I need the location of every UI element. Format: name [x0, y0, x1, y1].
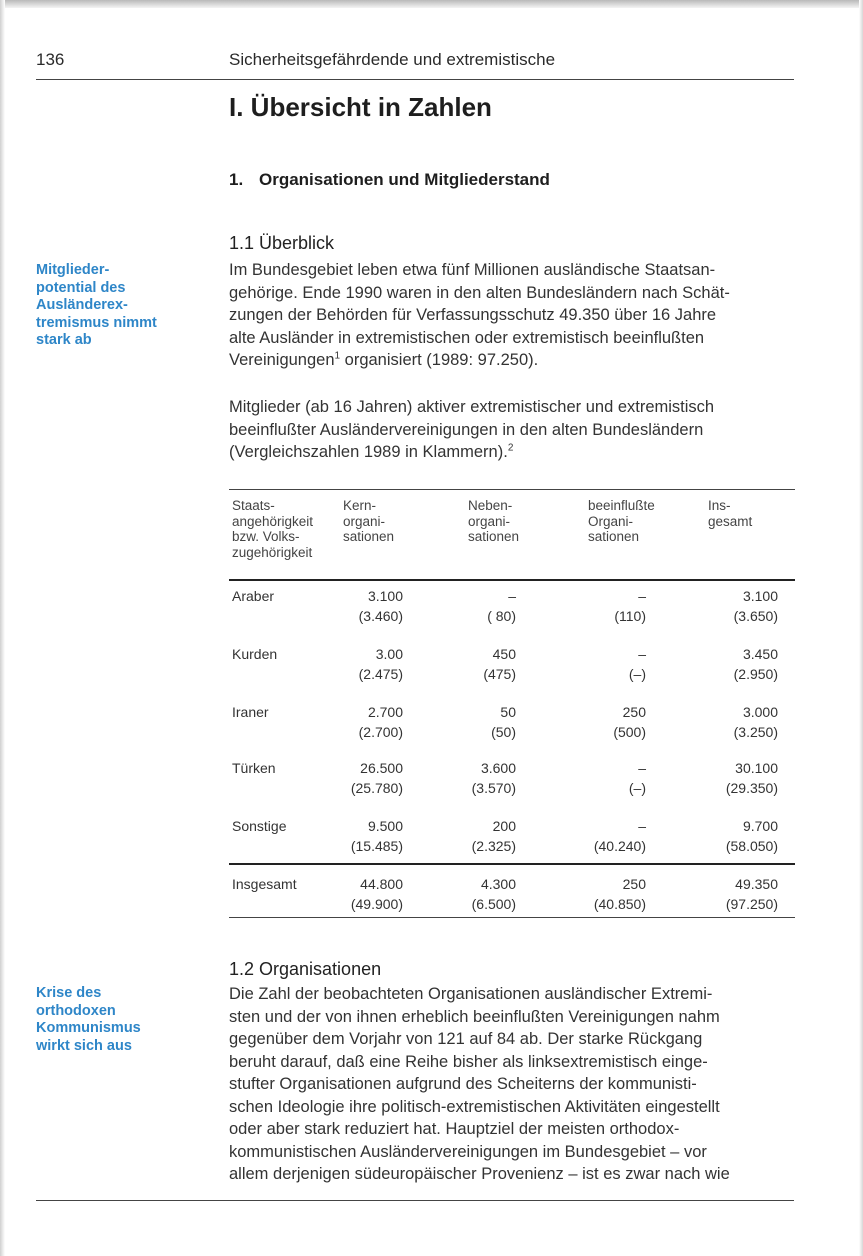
table-cell — [330, 644, 403, 684]
header-line: zugehörigkeit — [232, 544, 313, 560]
text-line: kommunistischen Ausländervereinigungen im Bundesgebiet – vor — [229, 1142, 707, 1161]
cell-value-1989: ( 80) — [487, 608, 516, 624]
table-cell-total — [580, 874, 646, 914]
cell-value: 250 — [622, 704, 646, 720]
subsection-title-1-2: 1.2 Organisationen — [229, 959, 382, 979]
cell-value: – — [638, 646, 646, 662]
cell-value: 4.300 — [480, 876, 516, 892]
text-line: allem derjenigen südeuropäischer Provenienz – ist es zwar nach wie — [229, 1165, 730, 1183]
table-cell — [700, 702, 778, 742]
table-rule-bottom — [229, 917, 795, 918]
text-line: Vereinigungen — [229, 351, 335, 369]
cell-value: 250 — [622, 876, 646, 892]
text-line: alte Ausländer in extremistischen oder extremistisch beeinflußten — [229, 328, 705, 347]
header-line: beeinflußte — [588, 498, 655, 513]
margin-note-line: Kommunismus — [36, 1020, 141, 1036]
table-cell — [330, 758, 403, 798]
cell-value: 3.100 — [742, 588, 778, 604]
text-line: zungen der Behörden für Verfassungsschutz 49.350 über 16 Jahre — [229, 306, 717, 324]
page-number: 136 — [36, 50, 65, 69]
footnote-ref: 2 — [507, 442, 514, 454]
table-cell — [700, 644, 778, 684]
cell-value-1989: (97.250) — [725, 896, 778, 912]
row-label-insgesamt: Insgesamt — [232, 876, 297, 892]
margin-note-2 — [36, 985, 196, 1055]
cell-value-1989: (2.475) — [358, 666, 403, 682]
margin-note-line: potential des — [36, 279, 126, 296]
cell-value-1989: (500) — [613, 724, 646, 740]
cell-value: 26.500 — [360, 760, 403, 776]
table-cell — [330, 702, 403, 742]
cell-value: – — [508, 588, 516, 604]
cell-value-1989: (49.900) — [350, 896, 403, 912]
cell-value: 3.450 — [742, 646, 778, 662]
cell-value: 9.500 — [367, 818, 403, 834]
cell-value-1989: (3.650) — [733, 608, 778, 624]
row-label-tuerken: Türken — [232, 760, 276, 776]
table-cell — [450, 586, 516, 626]
column-header-nationality — [232, 498, 313, 560]
text-line: Die Zahl der beobachteten Organisationen ausländischer Extremi- — [229, 985, 713, 1003]
cell-value: 50 — [500, 704, 516, 720]
text-line: Im Bundesgebiet leben etwa fünf Millionen ausländische Staatsan- — [229, 261, 716, 279]
cell-value-1989: (25.780) — [350, 780, 403, 796]
table-cell — [700, 586, 778, 626]
table-cell — [450, 644, 516, 684]
margin-note-line: Krise des — [36, 985, 102, 1001]
header-line: Organi- — [588, 513, 634, 529]
cell-value-1989: (3.250) — [733, 724, 778, 740]
section-number: 1. — [229, 170, 244, 189]
header-line: angehörigkeit — [232, 513, 314, 529]
margin-note-line: wirkt sich aus — [36, 1037, 132, 1054]
footnote-ref: 1 — [334, 350, 341, 362]
text-line: (Vergleichszahlen 1989 in Klammern). — [229, 443, 508, 461]
table-cell — [330, 586, 403, 626]
row-label-iraner: Iraner — [232, 704, 269, 720]
text-line: organisiert (1989: 97.250). — [340, 351, 539, 369]
header-line: sationen — [468, 529, 520, 544]
margin-note-line: tremismus nimmt — [36, 314, 157, 331]
cell-value-1989: (15.485) — [350, 838, 403, 854]
running-head: Sicherheitsgefährdende und extremistische — [229, 50, 556, 69]
cell-value: 200 — [492, 818, 516, 834]
cell-value: – — [638, 760, 646, 776]
table-cell — [580, 758, 646, 798]
header-line: organi- — [343, 513, 386, 529]
cell-value-1989: (–) — [628, 780, 646, 796]
cell-value: 49.350 — [735, 876, 778, 892]
table-cell — [450, 702, 516, 742]
header-line: Neben- — [468, 498, 513, 513]
page-edge-right — [859, 0, 863, 1256]
cell-value-1989: (50) — [491, 724, 516, 740]
text-line: beeinflußter Ausländervereinigungen in den alten Bundesländern — [229, 420, 704, 439]
table-cell-total — [330, 874, 403, 914]
text-line: sten und der von ihnen erheblich beeinflußten Vereinigungen nahm — [229, 1007, 720, 1026]
table-cell — [580, 816, 646, 856]
subsection-title-1-1: 1.1 Überblick — [229, 233, 335, 253]
margin-note-line: Ausländerex- — [36, 297, 128, 313]
cell-value-1989: (3.460) — [358, 608, 403, 624]
cell-value-1989: (29.350) — [725, 780, 778, 796]
cell-value-1989: (58.050) — [725, 838, 778, 854]
header-line: Staats- — [232, 498, 275, 513]
table-cell — [580, 702, 646, 742]
table-cell — [700, 758, 778, 798]
cell-value: 9.700 — [742, 818, 778, 834]
table-rule-total — [229, 863, 795, 865]
header-line: gesamt — [708, 513, 753, 529]
table-cell — [700, 816, 778, 856]
header-line: sationen — [588, 529, 640, 544]
cell-value-1989: (3.570) — [471, 780, 516, 796]
cell-value-1989: (2.700) — [358, 724, 403, 740]
text-line: gehörige. Ende 1990 waren in den alten Bundesländern nach Schät- — [229, 283, 730, 302]
cell-value: 450 — [492, 646, 516, 662]
cell-value-1989: (40.240) — [593, 838, 646, 854]
section-title: Organisationen und Mitgliederstand — [259, 170, 550, 189]
column-header-side — [468, 498, 519, 545]
cell-value-1989: (475) — [483, 666, 516, 682]
text-line: beruht darauf, daß eine Reihe bisher als linksextremistisch einge- — [229, 1052, 708, 1071]
margin-note-line: Mitglieder- — [36, 262, 110, 278]
column-header-total — [708, 498, 752, 529]
table-cell — [330, 816, 403, 856]
margin-note-1 — [36, 262, 196, 350]
cell-value: 3.000 — [742, 704, 778, 720]
margin-note-line: stark ab — [36, 332, 92, 348]
text-line: Mitglieder (ab 16 Jahren) aktiver extremistischer und extremistisch — [229, 398, 715, 416]
table-cell — [450, 816, 516, 856]
cell-value: – — [638, 588, 646, 604]
table-rule-top — [229, 489, 795, 490]
cell-value-1989: (6.500) — [471, 896, 516, 912]
header-line: sationen — [343, 529, 395, 544]
paragraph-organisations — [229, 983, 795, 1186]
page-edge-top — [0, 0, 863, 8]
paragraph-members — [229, 396, 795, 464]
row-label-sonstige: Sonstige — [232, 818, 287, 834]
cell-value-1989: (–) — [628, 666, 646, 682]
table-cell — [580, 644, 646, 684]
cell-value: 3.100 — [367, 588, 403, 604]
table-cell — [580, 586, 646, 626]
header-line: Ins- — [708, 498, 731, 513]
cell-value: 3.600 — [480, 760, 516, 776]
row-label-kurden: Kurden — [232, 646, 278, 662]
row-label-araber: Araber — [232, 588, 275, 604]
text-line: oder aber stark reduziert hat. Hauptziel der meisten orthodox- — [229, 1120, 680, 1138]
table-rule-header — [229, 579, 795, 581]
cell-value: – — [638, 818, 646, 834]
paragraph-overview — [229, 259, 795, 372]
cell-value-1989: (40.850) — [593, 896, 646, 912]
margin-note-line: orthodoxen — [36, 1002, 116, 1019]
cell-value: 2.700 — [367, 704, 403, 720]
footer-rule — [36, 1200, 794, 1201]
cell-value: 30.100 — [735, 760, 778, 776]
cell-value-1989: (2.325) — [471, 838, 516, 854]
section-heading — [229, 170, 550, 190]
text-line: gegenüber dem Vorjahr von 121 auf 84 ab. Der starke Rückgang — [229, 1030, 703, 1048]
column-header-influenced — [588, 498, 655, 545]
header-line: bzw. Volks- — [232, 529, 300, 544]
header-rule — [36, 79, 794, 80]
cell-value: 3.00 — [375, 646, 403, 662]
table-cell — [450, 758, 516, 798]
cell-value-1989: (110) — [614, 608, 646, 624]
table-cell-total — [700, 874, 778, 914]
text-line: schen Ideologie ihre politisch-extremistischen Aktivitäten eingestellt — [229, 1097, 720, 1116]
header-line: Kern- — [343, 498, 377, 513]
table-cell-total — [450, 874, 516, 914]
cell-value: 44.800 — [360, 876, 403, 892]
page-title: I. Übersicht in Zahlen — [229, 92, 492, 122]
page-edge-left — [0, 0, 5, 1256]
column-header-core — [343, 498, 394, 545]
text-line: stufter Organisationen aufgrund des Scheiterns der kommunisti- — [229, 1075, 697, 1093]
cell-value-1989: (2.950) — [733, 666, 778, 682]
header-line: organi- — [468, 513, 511, 529]
